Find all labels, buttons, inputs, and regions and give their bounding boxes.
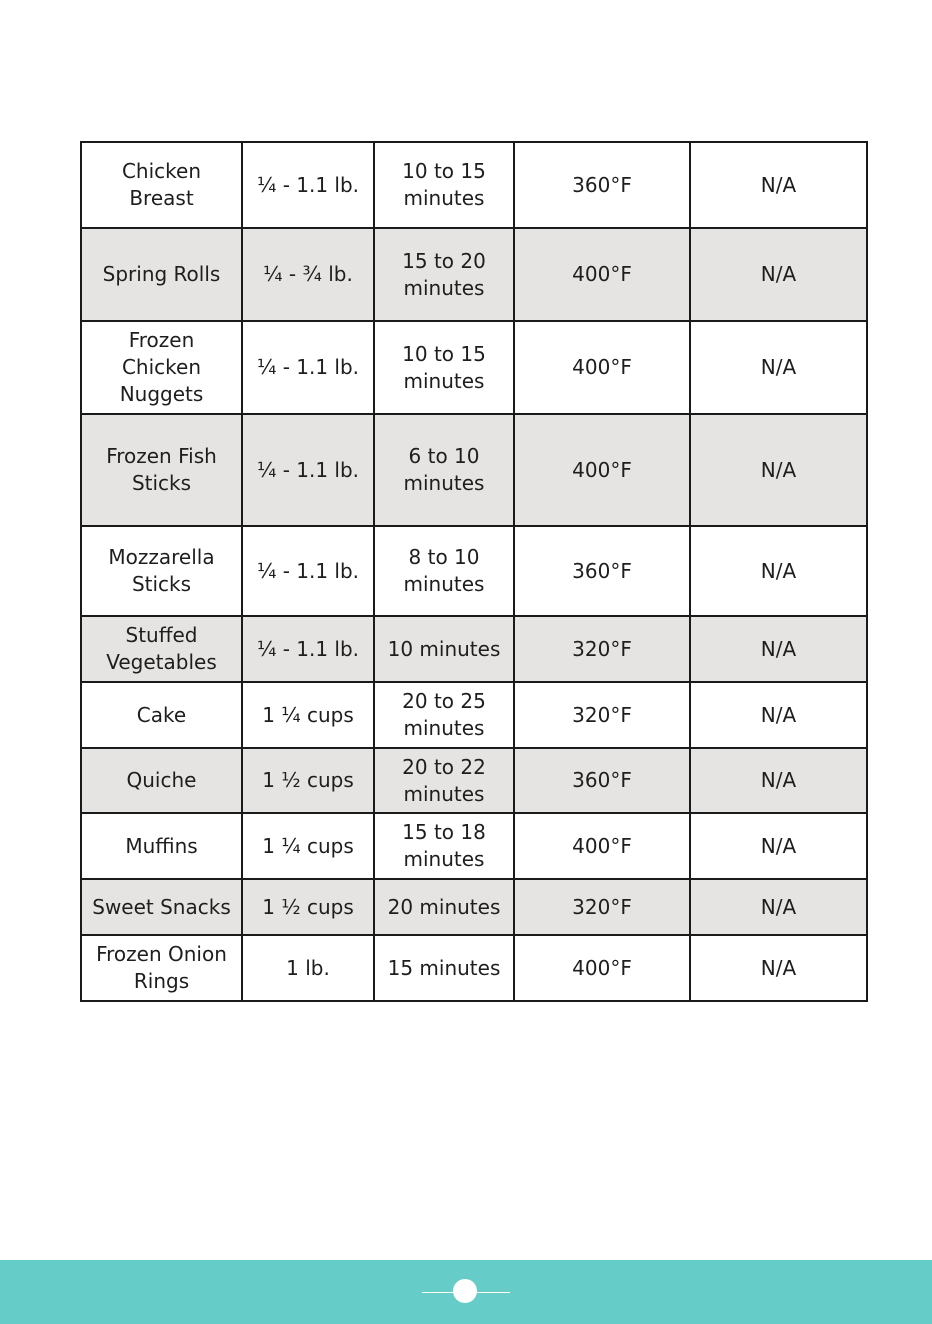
food-cell — [81, 414, 242, 526]
food-name: Frozen Chicken Nuggets — [119, 328, 204, 406]
time-cell — [374, 616, 514, 682]
temperature-value: 360°F — [572, 558, 632, 583]
temperature-cell — [514, 414, 690, 526]
shake-cell — [690, 748, 867, 813]
time-value: 15 minutes — [387, 955, 501, 980]
cooking-chart-table — [80, 141, 868, 1002]
time-value: 20 to 22 minutes — [402, 754, 486, 806]
food-name: Frozen Fish Sticks — [106, 444, 217, 495]
temperature-cell — [514, 813, 690, 879]
food-name: Cake — [136, 702, 187, 727]
temperature-value: 360°F — [572, 172, 632, 197]
food-name: Stuffed Vegetables — [106, 623, 217, 674]
time-value: 10 to 15 minutes — [402, 159, 486, 210]
amount-cell — [242, 228, 374, 321]
amount-cell — [242, 879, 374, 935]
amount-cell — [242, 935, 374, 1001]
footer-divider-left — [422, 1292, 456, 1293]
food-name: Sweet Snacks — [92, 894, 231, 919]
amount-value: 1 ¼ cups — [262, 702, 354, 727]
amount-cell — [242, 526, 374, 616]
table-row — [81, 879, 867, 935]
amount-value: 1 ½ cups — [262, 768, 354, 792]
food-name: Muffins — [125, 833, 198, 858]
time-value: 10 to 15 minutes — [402, 341, 486, 393]
temperature-cell — [514, 748, 690, 813]
amount-value: ¼ - 1.1 lb. — [256, 355, 360, 379]
amount-value: 1 lb. — [286, 955, 330, 980]
temperature-value: 400°F — [572, 833, 632, 858]
shake-value: N/A — [760, 955, 797, 980]
food-cell — [81, 616, 242, 682]
shake-value: N/A — [760, 768, 797, 792]
table-row — [81, 142, 867, 228]
time-value: 6 to 10 minutes — [403, 444, 485, 495]
time-value: 10 minutes — [387, 636, 501, 661]
time-cell — [374, 935, 514, 1001]
time-cell — [374, 682, 514, 748]
food-cell — [81, 526, 242, 616]
temperature-value: 400°F — [572, 457, 632, 482]
food-cell — [81, 142, 242, 228]
table-row — [81, 813, 867, 879]
page-footer-band — [0, 1260, 932, 1324]
temperature-value: 400°F — [572, 355, 632, 379]
temperature-cell — [514, 935, 690, 1001]
amount-cell — [242, 142, 374, 228]
temperature-value: 320°F — [572, 894, 632, 919]
shake-cell — [690, 813, 867, 879]
food-name: Spring Rolls — [102, 262, 221, 286]
shake-cell — [690, 616, 867, 682]
shake-cell — [690, 321, 867, 414]
table-row — [81, 748, 867, 813]
food-cell — [81, 813, 242, 879]
food-name: Quiche — [126, 768, 197, 792]
food-cell — [81, 228, 242, 321]
time-cell — [374, 879, 514, 935]
amount-cell — [242, 813, 374, 879]
shake-value: N/A — [760, 636, 797, 661]
amount-cell — [242, 682, 374, 748]
amount-value: ¼ - 1.1 lb. — [256, 636, 360, 661]
temperature-cell — [514, 526, 690, 616]
temperature-cell — [514, 142, 690, 228]
table-row — [81, 526, 867, 616]
temperature-cell — [514, 228, 690, 321]
amount-cell — [242, 616, 374, 682]
table-row — [81, 414, 867, 526]
footer-divider-right — [476, 1292, 510, 1293]
temperature-cell — [514, 682, 690, 748]
amount-cell — [242, 321, 374, 414]
temperature-cell — [514, 321, 690, 414]
table-row — [81, 616, 867, 682]
temperature-value: 400°F — [572, 262, 632, 286]
time-value: 20 to 25 minutes — [402, 689, 486, 740]
shake-cell — [690, 142, 867, 228]
shake-value: N/A — [760, 833, 797, 858]
amount-value: ¼ - ¾ lb. — [263, 262, 353, 286]
food-name: Mozzarella Sticks — [108, 545, 215, 596]
temperature-value: 400°F — [572, 955, 632, 980]
time-cell — [374, 813, 514, 879]
food-cell — [81, 682, 242, 748]
time-value: 15 to 18 minutes — [402, 820, 486, 871]
temperature-value: 360°F — [572, 768, 632, 792]
temperature-value: 320°F — [572, 636, 632, 661]
food-cell — [81, 935, 242, 1001]
shake-cell — [690, 414, 867, 526]
time-cell — [374, 748, 514, 813]
time-cell — [374, 142, 514, 228]
time-value: 8 to 10 minutes — [403, 545, 485, 596]
amount-value: ¼ - 1.1 lb. — [256, 457, 360, 482]
shake-value: N/A — [760, 457, 797, 482]
temperature-value: 320°F — [572, 702, 632, 727]
shake-value: N/A — [760, 702, 797, 727]
table-row — [81, 228, 867, 321]
amount-cell — [242, 748, 374, 813]
shake-cell — [690, 526, 867, 616]
time-cell — [374, 414, 514, 526]
shake-value: N/A — [760, 172, 797, 197]
shake-value: N/A — [760, 894, 797, 919]
temperature-cell — [514, 616, 690, 682]
table-row — [81, 321, 867, 414]
food-name: Chicken Breast — [121, 159, 202, 210]
table-row — [81, 682, 867, 748]
shake-cell — [690, 682, 867, 748]
time-cell — [374, 228, 514, 321]
food-cell — [81, 748, 242, 813]
shake-value: N/A — [760, 262, 797, 286]
shake-cell — [690, 935, 867, 1001]
time-cell — [374, 526, 514, 616]
shake-value: N/A — [760, 558, 797, 583]
page-number-circle — [453, 1279, 477, 1303]
amount-value: ¼ - 1.1 lb. — [256, 558, 360, 583]
amount-value: 1 ¼ cups — [262, 833, 354, 858]
food-name: Frozen Onion Rings — [96, 942, 227, 993]
food-cell — [81, 879, 242, 935]
temperature-cell — [514, 879, 690, 935]
time-cell — [374, 321, 514, 414]
shake-cell — [690, 879, 867, 935]
shake-cell — [690, 228, 867, 321]
shake-value: N/A — [760, 355, 797, 379]
time-value: 15 to 20 minutes — [402, 248, 486, 300]
table-row — [81, 935, 867, 1001]
food-cell — [81, 321, 242, 414]
amount-cell — [242, 414, 374, 526]
time-value: 20 minutes — [387, 894, 501, 919]
amount-value: 1 ½ cups — [262, 894, 354, 919]
amount-value: ¼ - 1.1 lb. — [256, 172, 360, 197]
